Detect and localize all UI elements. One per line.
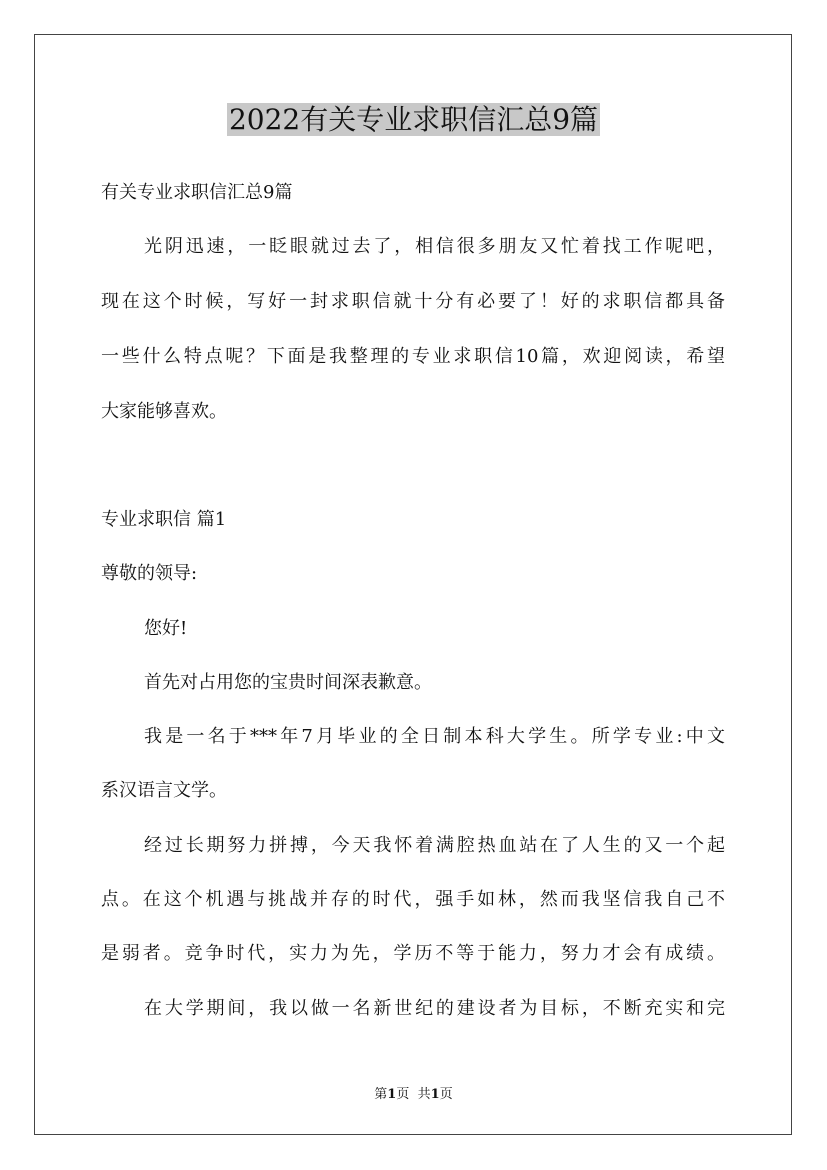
intro-line-2: 现在这个时候，写好一封求职信就十分有必要了！好的求职信都具备 bbox=[101, 291, 725, 312]
intro-line-4: 大家能够喜欢。 bbox=[101, 401, 227, 422]
total-label-prefix: 共 bbox=[417, 1087, 431, 1102]
body-line-2: 我是一名于***年7月毕业的全日制本科大学生。所学专业:中文 bbox=[144, 726, 725, 747]
document-title-container bbox=[0, 100, 827, 140]
body-line-1: 首先对占用您的宝贵时间深表歉意。 bbox=[144, 672, 432, 693]
greeting: 您好! bbox=[144, 618, 188, 639]
total-label-suffix: 页 bbox=[439, 1087, 453, 1102]
page-label-prefix: 第 bbox=[374, 1087, 388, 1102]
total-pages: 1 bbox=[430, 1087, 440, 1102]
body-line-5: 点。在这个机遇与挑战并存的时代，强手如林，然而我坚信我自己不 bbox=[101, 889, 725, 910]
intro-line-1: 光阴迅速，一眨眼就过去了，相信很多朋友又忙着找工作呢吧， bbox=[144, 236, 725, 257]
page-number: 1 bbox=[387, 1087, 397, 1102]
salutation: 尊敬的领导: bbox=[101, 563, 198, 584]
body-line-7: 在大学期间，我以做一名新世纪的建设者为目标，不断充实和完 bbox=[144, 998, 725, 1019]
document-subtitle: 有关专业求职信汇总9篇 bbox=[101, 182, 293, 203]
body-line-3: 系汉语言文学。 bbox=[101, 780, 227, 801]
page-footer bbox=[0, 1083, 827, 1102]
intro-line-3: 一些什么特点呢？下面是我整理的专业求职信10篇，欢迎阅读，希望 bbox=[101, 346, 725, 367]
body-line-6: 是弱者。竞争时代，实力为先，学历不等于能力，努力才会有成绩。 bbox=[101, 943, 725, 964]
document-title: 2022有关专业求职信汇总9篇 bbox=[228, 103, 599, 136]
body-line-4: 经过长期努力拼搏，今天我怀着满腔热血站在了人生的又一个起 bbox=[144, 835, 725, 856]
section-heading: 专业求职信 篇1 bbox=[101, 509, 227, 530]
page-label-suffix: 页 bbox=[396, 1087, 410, 1102]
